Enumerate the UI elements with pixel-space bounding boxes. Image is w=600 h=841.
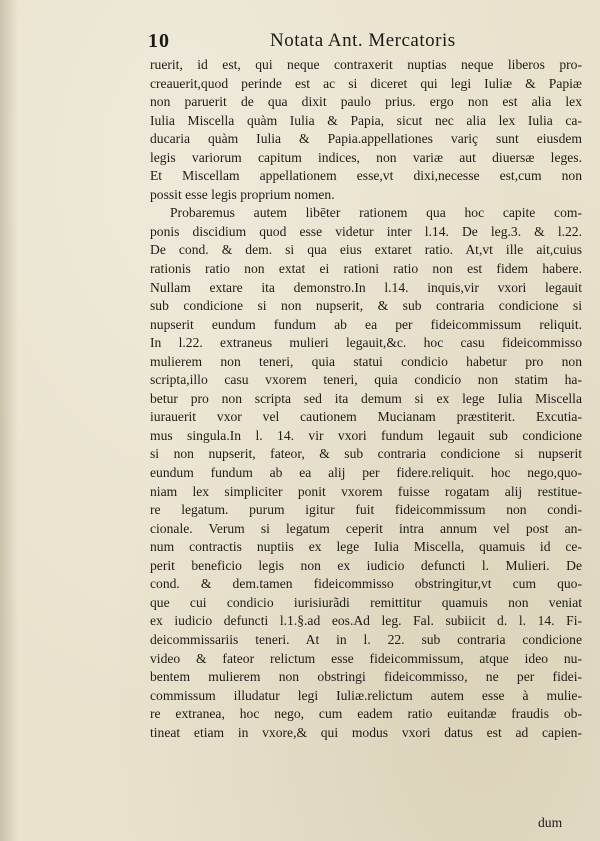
text-line: legis variorum capitum indices, non variæ aut diuersæ leges.: [150, 149, 582, 165]
text-line: betur pro non scripta sed ita demum si ex lege Iulia Miscella: [150, 390, 582, 406]
text-line: bentem mulierem non obstringi fideicommisso, ne per fidei-: [150, 669, 582, 685]
running-title: Notata Ant. Mercatoris: [270, 30, 456, 51]
text-line: Et Miscellam appellationem esse,vt dixi,necesse est,cum non: [150, 168, 582, 184]
text-line: commissum illudatur legi Iuliæ.relictum autem esse à mulie-: [150, 687, 582, 703]
text-line: rationis ratio non extat ei rationi ratio non est fidem habere.: [150, 261, 582, 277]
text-line: Nullam extare ita demonstro.In l.14. inquis,vir vxori legauit: [150, 279, 582, 295]
text-line: ducaria quàm Iulia & Papia.appellationes variç sunt eiusdem: [150, 131, 582, 147]
binding-shadow: [0, 0, 18, 841]
text-line: ex iudicio defuncti l.1.§.ad eos.Ad leg. Fal. subiicit d. l. 14. Fi-: [150, 613, 582, 629]
text-line: si non nupserit, fateor, & sub contraria condicione si nupserit: [150, 446, 582, 462]
text-line: ponis discidium quod esse videtur inter l.14. De leg.3. & l.22.: [150, 223, 582, 239]
running-head: [148, 28, 578, 54]
page-number: 10: [148, 30, 170, 52]
text-line: De cond. & dem. si qua eius extaret ratio. At,vt ille ait,cuius: [150, 242, 582, 258]
text-line: possit esse legis proprium nomen.: [150, 186, 335, 202]
text-line: scripta,illo casu vxorem teneri, quia condicio non statim ha-: [150, 372, 582, 388]
text-line: ruerit, id est, qui neque contraxerit nuptias neque liberos pro-: [150, 57, 582, 72]
text-line: eundum fundum ab ea alij per fidere.reliquit. hoc nego,quo-: [150, 465, 582, 481]
text-line: mus singula.In l. 14. vir vxori fundum legauit sub condicione: [150, 427, 582, 443]
text-line: niam lex simpliciter ponit vxorem fuisse rogatam alij restitue-: [150, 483, 582, 499]
text-line: iurauerit vxor vel cautionem Mucianam præstiterit. Excutia-: [150, 409, 582, 425]
text-line: deicommissariis teneri. At in l. 22. sub contraria condicione: [150, 631, 582, 647]
text-line: nupserit eundum fundum ab ea per fideicommissum reliquit.: [150, 316, 582, 332]
text-line: sub condicione si non nupserit, & sub contraria condicione si: [150, 298, 582, 314]
catchword: dum: [538, 815, 563, 830]
text-line: cionale. Verum si legatum ceperit intra annum vel post an-: [150, 520, 582, 536]
text-line: re legatum. purum igitur fuit fideicommissum non condi-: [150, 502, 582, 518]
text-line: video & fateor relictum esse fideicommissum, atque ideo nu-: [150, 650, 582, 666]
text-line: que cui condicio iurisiurãdi remittitur quamuis non veniat: [150, 594, 582, 610]
text-line: Probaremus autem libēter rationem qua hoc capite com-: [170, 205, 582, 221]
text-line: re extranea, hoc nego, cum eadem ratio euitandæ fraudis ob-: [150, 706, 582, 722]
text-line: perit beneficio legis non ex iudicio defuncti l. Mulieri. De: [150, 557, 582, 573]
text-line: non paruerit de qua dixit paulo prius. ergo non est alia lex: [150, 94, 582, 110]
text-line: In l.22. extraneus mulieri legauit,&c. hoc casu fideicommisso: [150, 335, 582, 351]
text-line: cond. & dem.tamen fideicommisso obstringitur,vt cum quo-: [150, 576, 582, 592]
body-text: [150, 56, 582, 742]
text-line: creauerit,quod perinde est ac si diceret qui legi Iuliæ & Papiæ: [150, 75, 582, 91]
text-line: mulierem non teneri, quia statui condicio habetur pro non: [150, 353, 582, 369]
text-line: tineat etiam in vxore,& qui modus vxori datus est ad capien-: [150, 724, 582, 740]
text-line: Iulia Miscella quàm Iulia & Papia, sicut nec alia lex Iulia ca-: [150, 112, 582, 128]
text-line: num contractis nuptiis ex lege Iulia Miscella, quamuis id ce-: [150, 539, 582, 555]
